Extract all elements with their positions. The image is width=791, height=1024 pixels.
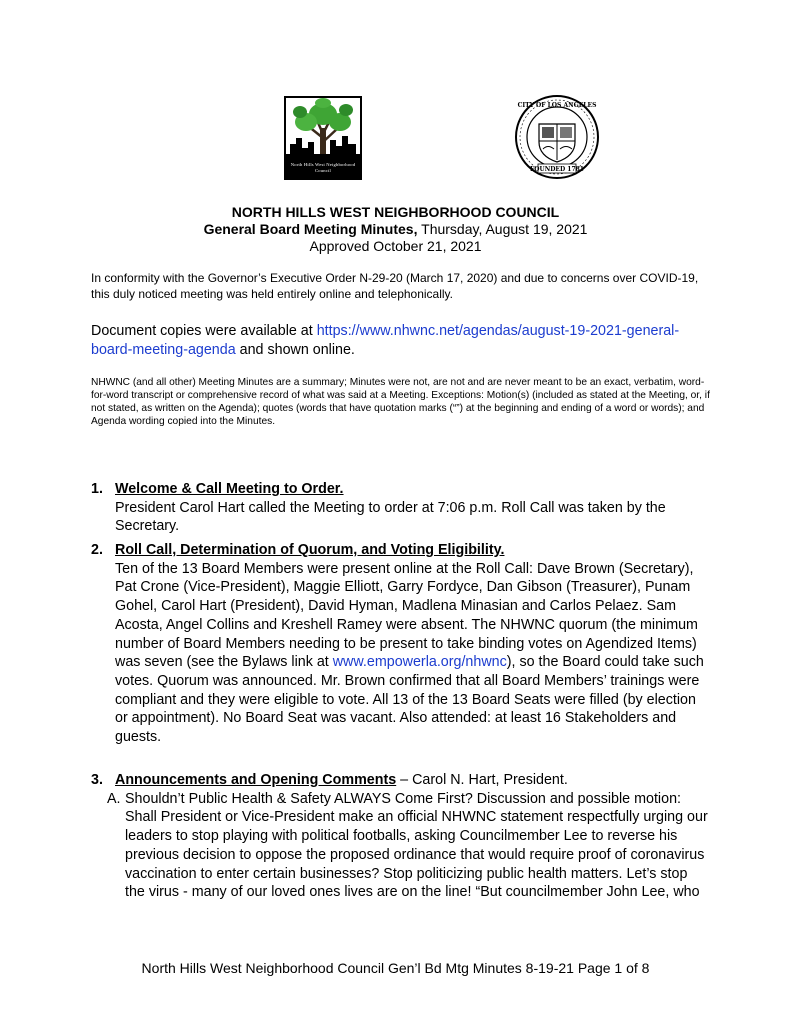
section-number: 3.	[91, 772, 103, 788]
minutes-disclaimer: NHWNC (and all other) Meeting Minutes are a summary; Minutes were not, are not and are never meant to be an exact, verbatim, word-for-word transcript or comprehensive record of what was said at a Meeting. Exceptions: Motion(s) (included as stated at the Meeting, or, if not stated, as written on the Agenda); quotes (words that have quotation marks (“”) at the beginning and ending of a word or words); and Agenda wording copied into the Minutes.	[91, 377, 710, 427]
page-footer: North Hills West Neighborhood Council Gen’l Bd Mtg Minutes 8-19-21 Page 1 of 8	[141, 960, 650, 976]
list-item	[107, 790, 711, 902]
svg-text:CITY OF LOS ANGELES: CITY OF LOS ANGELES	[517, 102, 597, 109]
intro-paragraph: In conformity with the Governor’s Executive Order N-29-20 (March 17, 2020) and due to concerns over COVID-19, this duly noticed meeting was held entirely online and telephonically.	[91, 271, 699, 301]
section-2	[91, 541, 711, 747]
document-title	[0, 204, 791, 255]
bylaws-link[interactable]: www.empowerla.org/nhwnc	[332, 654, 507, 671]
section-1	[91, 480, 711, 536]
agenda-link[interactable]: https://www.nhwnc.net/agendas/august-19-2021-general-board-meeting-agenda	[91, 323, 680, 358]
header-logos	[0, 94, 791, 184]
section-heading: Roll Call, Determination of Quorum, and Voting Eligibility.	[115, 542, 505, 558]
section-number: 1.	[91, 481, 103, 497]
section-body: President Carol Hart called the Meeting to order at 7:06 p.m. Roll Call was taken by the Secretary.	[115, 499, 666, 535]
section-number: 2.	[91, 542, 103, 558]
section-heading: Announcements and Opening Comments – Carol N. Hart, President.	[115, 772, 568, 788]
svg-text:FOUNDED 1781: FOUNDED 1781	[530, 166, 584, 173]
list-item-text: Shouldn’t Public Health & Safety ALWAYS Come First? Discussion and possible motion: Shall President or Vice-President make an official NHWNC statement respectfully urging our leaders to stop playing with political footballs, asking Councilmember Lee to reverse his previous decision to oppose the proposed ordinance that would require proof of coronavirus vaccination to enter certain businesses? Stop politicizing public health matters. Let’s stop the virus - many of our loved ones lives are on the line! “But councilmember John Lee, who	[125, 790, 708, 901]
nhwnc-logo	[284, 96, 362, 180]
section-3	[91, 771, 711, 902]
city-seal-icon	[514, 94, 600, 180]
approval-date: Approved October 21, 2021	[309, 238, 482, 254]
nhwnc-logo-text: North Hills West Neighborhood Council	[286, 156, 360, 178]
section-heading: Welcome & Call Meeting to Order.	[115, 481, 344, 497]
meeting-title: General Board Meeting Minutes, Thursday, August 19, 2021	[203, 221, 588, 237]
council-name: NORTH HILLS WEST NEIGHBORHOOD COUNCIL	[231, 204, 560, 220]
list-item-letter: A.	[107, 790, 121, 807]
section-body: Ten of the 13 Board Members were present online at the Roll Call: Dave Brown (Secretary), Pat Crone (Vice-President), Maggie Elliott, Garry Fordyce, Dan Gibson (Treasurer), Punam Gohel, Carol Hart (President), David Hyman, Madlena Minasian and Carlos Pelaez. Sam Acosta, Angel Collins and Kreshell Ramey were absent. The NHWNC quorum (the minimum number of Board Members needing to be present to take binding votes on Agendized Items) was seven (see the Bylaws link at www.empowerla.org/nhwnc), so the Board could take such votes. Quorum was announced. Mr. Brown confirmed that all Board Members’ trainings were compliant and they were eligible to vote. All 13 of the 13 Board Seats were filled (by election or appointment). No Board Seat was vacant. Also attended: at least 16 Stakeholders and guests.	[115, 560, 704, 746]
documents-paragraph: Document copies were available at https://www.nhwnc.net/agendas/august-19-2021-general-board-meeting-agenda and shown online.	[91, 323, 680, 358]
